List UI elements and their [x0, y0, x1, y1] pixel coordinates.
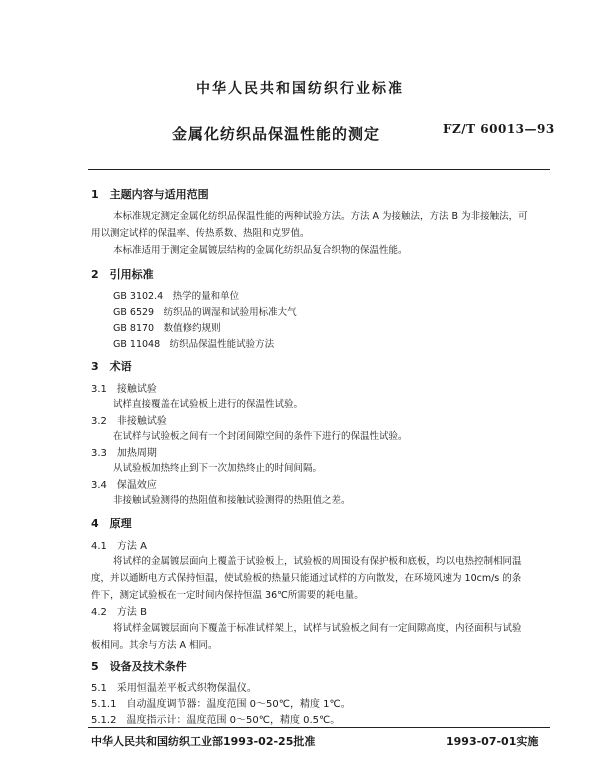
method-b-text: 板相同。其余与方法 A 相同。 [91, 640, 218, 651]
section-3-heading: 3 术语 [91, 360, 132, 373]
implementation-date: 1993-07-01实施 [446, 735, 539, 748]
reference-item: GB 8170 数值修约规则 [113, 323, 221, 334]
term-3-2-definition: 在试样与试验板之间有一个封闭间隙空间的条件下进行的保温性试验。 [113, 431, 408, 442]
term-3-4-definition: 非接触试验测得的热阻值和接触试验测得的热阻值之差。 [113, 495, 351, 506]
equipment-5-1: 5.1 采用恒温差平板式织物保温仪。 [91, 683, 257, 694]
approval-line: 中华人民共和国纺织工业部1993-02-25批准 [91, 735, 316, 748]
standard-code: FZ/T 60013—93 [443, 122, 555, 136]
section-2-heading: 2 引用标准 [91, 268, 154, 281]
method-b-text: 将试样金属镀层面向下覆盖于标准试样架上，试样与试验板之间有一定间隙高度，内径面积与试验 [113, 623, 522, 634]
term-3-1-definition: 试样直接覆盖在试验板上进行的保温性试验。 [113, 399, 304, 410]
reference-item: GB 11048 纺织品保温性能试验方法 [113, 339, 275, 350]
method-a-heading: 4.1 方法 A [91, 541, 147, 552]
document-title: 金属化纺织品保温性能的测定 [172, 125, 381, 143]
method-a-text: 件下，测定试验板在一定时间内保持恒温 36℃所需要的耗电量。 [91, 590, 364, 601]
equipment-5-1-2: 5.1.2 温度指示计：温度范围 0～50℃，精度 0.5℃。 [91, 715, 341, 726]
reference-item: GB 6529 纺织品的调湿和试验用标准大气 [113, 307, 297, 318]
header-divider [88, 169, 550, 170]
term-3-1: 3.1 接触试验 [91, 384, 157, 395]
section-1-paragraph-1-cont: 用以测定试样的保温率、传热系数、热阻和克罗值。 [91, 228, 310, 239]
term-3-2: 3.2 非接触试验 [91, 416, 167, 427]
section-1-paragraph-1: 本标准规定测定金属化纺织品保温性能的两种试验方法。方法 A 为接触法，方法 B 为非接触法，可 [113, 211, 528, 222]
section-4-heading: 4 原理 [91, 517, 132, 530]
method-a-text: 将试样的金属镀层面向上覆盖于试验板上，试验板的周围设有保护板和底板，均以电热控制相同温 [113, 556, 522, 567]
section-1-heading: 1 主题内容与适用范围 [91, 188, 209, 201]
footer-divider [88, 727, 550, 728]
term-3-3-definition: 从试验板加热终止到下一次加热终止的时间间隔。 [113, 463, 323, 474]
term-3-3: 3.3 加热周期 [91, 448, 157, 459]
method-a-text: 度，并以通断电方式保持恒温，使试验板的热量只能通过试样的方向散发，在环境风速为 10cm/s 的条 [91, 573, 522, 584]
issuing-organization: 中华人民共和国纺织行业标准 [196, 81, 404, 97]
method-b-heading: 4.2 方法 B [91, 607, 147, 618]
term-3-4: 3.4 保温效应 [91, 480, 157, 491]
equipment-5-1-1: 5.1.1 自动温度调节器：温度范围 0～50℃，精度 1℃。 [91, 699, 351, 710]
section-1-paragraph-2: 本标准适用于测定金属镀层结构的金属化纺织品复合织物的保温性能。 [113, 245, 408, 256]
section-5-heading: 5 设备及技术条件 [91, 660, 187, 673]
reference-item: GB 3102.4 热学的量和单位 [113, 291, 240, 302]
